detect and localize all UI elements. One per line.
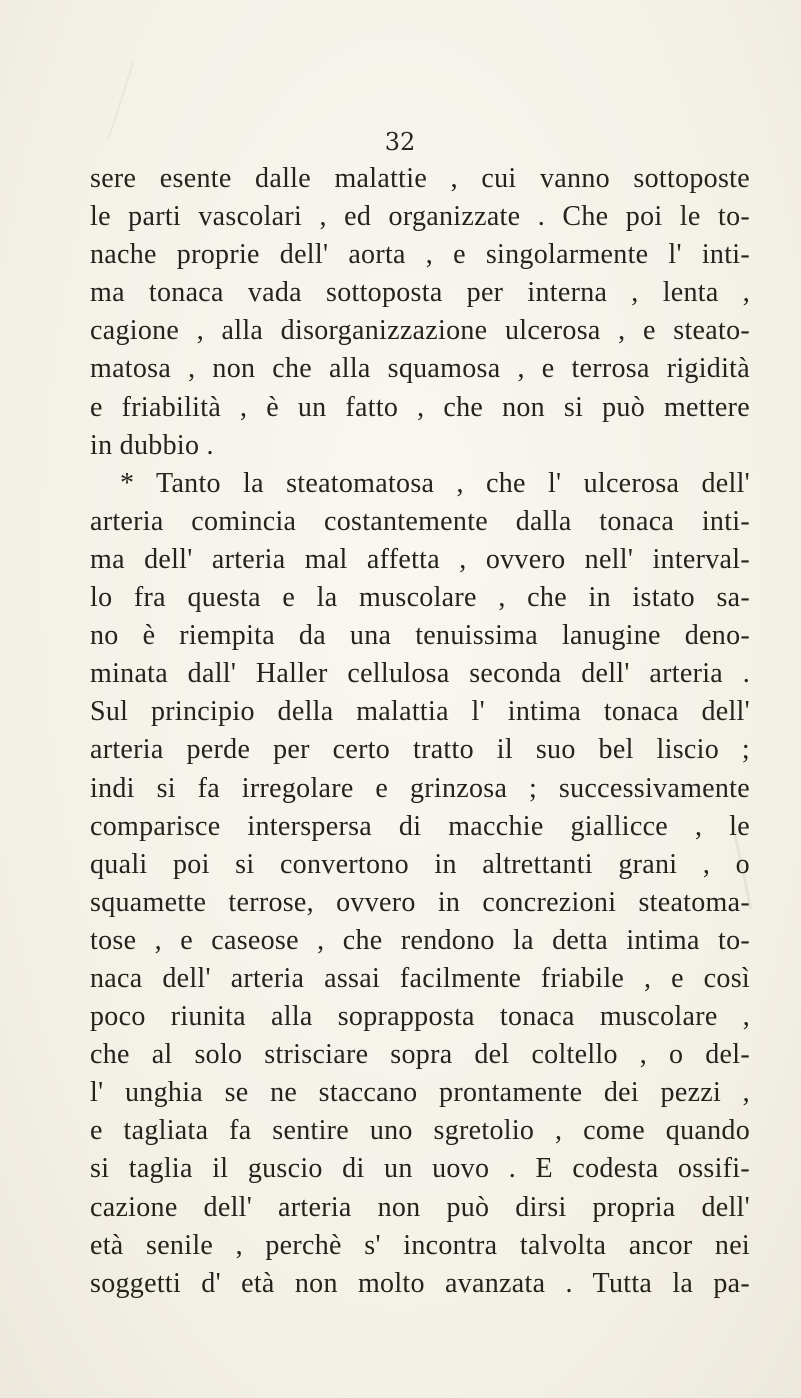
text-line: matosa , non che alla squamosa , e terrosa rigidità (90, 353, 750, 385)
text-line: sere esente dalle malattie , cui vanno sottoposte (90, 163, 750, 194)
text-line: minata dall' Haller cellulosa seconda dell' arteria . (90, 658, 750, 690)
text-line: no è riempita da una tenuissima lanugine deno- (90, 620, 750, 652)
text-line: si taglia il guscio di un uovo . E codesta ossifi- (90, 1153, 750, 1185)
page-number: 32 (384, 128, 416, 156)
text-line: ma dell' arteria mal affetta , ovvero nell' interval- (90, 543, 750, 575)
text-line: in dubbio . (90, 429, 214, 461)
text-line: e friabilità , è un fatto , che non si può mettere (90, 391, 750, 423)
text-line: quali poi si convertono in altrettanti grani , o (90, 848, 750, 880)
text-line: che al solo strisciare sopra del coltello , o del- (90, 1039, 750, 1071)
text-line: naca dell' arteria assai facilmente friabile , e così (90, 962, 750, 994)
text-line: lo fra questa e la muscolare , che in istato sa- (90, 582, 750, 614)
text-line: * Tanto la steatomatosa , che l' ulcerosa dell' (120, 467, 750, 499)
text-line: le parti vascolari , ed organizzate . Che poi le to- (90, 201, 750, 233)
text-line: cagione , alla disorganizzazione ulcerosa , e steato- (90, 315, 750, 347)
text-line: nache proprie dell' aorta , e singolarmente l' inti- (90, 239, 750, 271)
text-line: e tagliata fa sentire uno sgretolio , come quando (90, 1115, 750, 1147)
text-line: Sul principio della malattia l' intima tonaca dell' (90, 696, 750, 728)
text-line: indi si fa irregolare e grinzosa ; successivamente (90, 772, 750, 804)
text-line: squamette terrose, ovvero in concrezioni steatoma- (90, 886, 750, 918)
body-text (90, 160, 750, 1303)
text-line: cazione dell' arteria non può dirsi propria dell' (90, 1191, 750, 1223)
text-line: poco riunita alla soprapposta tonaca muscolare , (90, 1001, 750, 1033)
text-line: ma tonaca vada sottoposta per interna , lenta , (90, 277, 750, 309)
text-line: tose , e caseose , che rendono la detta intima to- (90, 924, 750, 956)
text-line: comparisce interspersa di macchie giallicce , le (90, 810, 750, 842)
text-line: età senile , perchè s' incontra talvolta ancor nei (90, 1229, 750, 1261)
text-line: arteria perde per certo tratto il suo bel liscio ; (90, 734, 750, 766)
text-line: soggetti d' età non molto avanzata . Tutta la pa- (90, 1267, 750, 1299)
text-line: l' unghia se ne staccano prontamente dei pezzi , (90, 1077, 750, 1109)
text-line: arteria comincia costantemente dalla tonaca inti- (90, 505, 750, 537)
paper-stain (108, 62, 135, 139)
